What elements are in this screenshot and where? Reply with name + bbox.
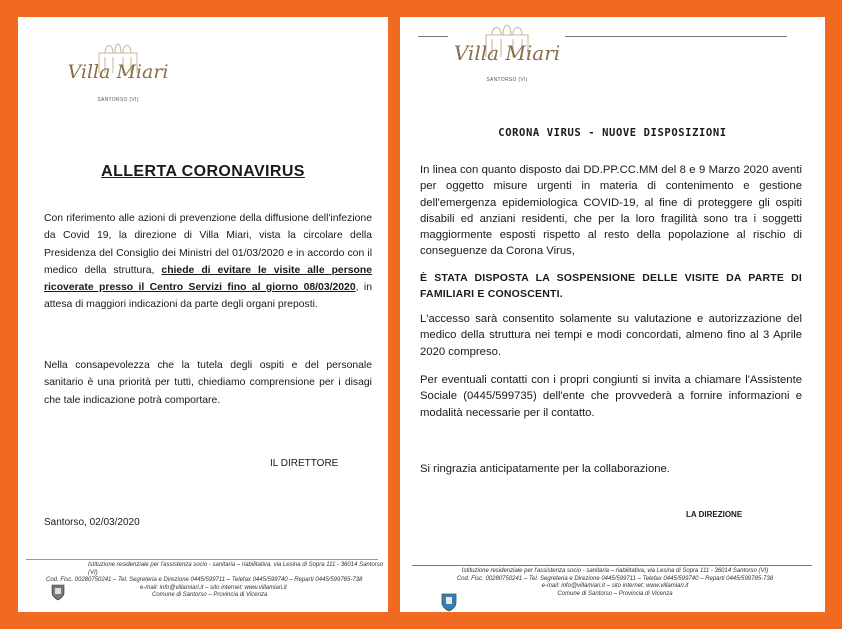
header-line-right	[565, 36, 787, 37]
villa-miari-logo-right	[446, 21, 568, 83]
footer-line-1: Istituzione residenziale per l'assistenza socio - sanitaria – riabilitativa, via Lesina di Sopra 111 - 36014 Santorso (VI)	[461, 568, 769, 574]
notice-title: CORONA VIRUS - NUOVE DISPOSIZIONI	[498, 127, 727, 139]
header-line-left	[418, 36, 448, 37]
notice-paragraph-2: Nella consapevolezza che la tutela degli ospiti e del personale sanitario è una priorità per tutti, chiediamo comprensione per i disagi che tale indicazione potrà comportare.	[44, 360, 372, 406]
logo-wordmark: Villa Miari	[453, 41, 561, 65]
paragraph-text: Con riferimento alle azioni di prevenzione della diffusione dell'infezione da Covid 19, la direzione di Villa Miari, vista la circolare della Presidenza del Consiglio dei Ministri del 01/03/2020 e in accordo con il medico della struttura,	[44, 213, 372, 276]
left-notice-sheet	[18, 17, 388, 612]
notice-paragraph-2: È STATA DISPOSTA LA SOSPENSIONE DELLE VISITE DA PARTE DI FAMILIARI E CONOSCENTI.	[420, 272, 802, 301]
footer-divider	[412, 565, 812, 566]
institution-footer	[42, 562, 386, 600]
footer-line-4: Comune di Santorso – Provincia di Vicenza	[557, 590, 673, 597]
footer-line-3: e-mail: info@villamiari.it – sito internet: www.villamiari.it	[140, 584, 287, 591]
notice-paragraph-3: L'accesso sarà consentito solamente su valutazione e autorizzazione del medico della struttura nei tempi e modi concordati, almeno fino al 3 Aprile 2020 compreso.	[420, 313, 802, 358]
footer-line-1: Istituzione residenziale per l'assistenza socio - sanitaria – riabilitativa, via Lesina di Sopra 111 - 36014 Santorso (VI)	[88, 562, 384, 576]
footer-divider	[26, 559, 378, 560]
villa-miari-logo-left	[58, 39, 178, 103]
paragraph-emphasis: chiede di evitare le visite alle persone ricoverate presso il Centro Servizi fino al giorno 08/03/2020	[44, 264, 373, 294]
footer-line-2: Cod. Fisc. 00280750241 – Tel. Segreteria e Direzione 0445/599711 – Telefax 0445/599740 – Reparti 0445/599785-738	[46, 577, 363, 584]
notice-paragraph-4: Per eventuali contatti con i propri congiunti si invita a chiamare l'Assistente Sociale (0445/599735) dell'ente che provvederà a fornire informazioni e modalità necessarie per il contatto.	[420, 374, 802, 419]
footer-line-4: Comune di Santorso – Provincia di Vicenza	[152, 592, 268, 599]
logo-wordmark: Villa Miari	[67, 61, 169, 83]
paragraph-text: , in attesa di maggiori indicazioni da parte degli organi preposti.	[44, 282, 372, 311]
notice-paragraph-1	[44, 210, 372, 314]
logo-subtitle: SANTORSO (VI)	[97, 97, 139, 103]
signature-direction: LA DIREZIONE	[686, 510, 743, 519]
notice-paragraph-1: In linea con quanto disposto dai DD.PP.CC.MM del 8 e 9 Marzo 2020 aventi per oggetto misure urgenti in materia di contenimento e gestione dell'emergenza epidemiologica COVID-19, al fine di proteggere gli ospiti disabili ed anziani residenti, che per la loro fragilità sono tra i soggetti maggiormente esposti rispetto al resto della popolazione al rischio di conseguenze da Corona Virus,	[420, 164, 802, 258]
right-notice-sheet	[400, 17, 825, 612]
notice-title: ALLERTA CORONAVIRUS	[101, 163, 305, 180]
notice-paragraph-5: Si ringrazia anticipatamente per la collaborazione.	[420, 463, 670, 475]
footer-line-3: e-mail: info@villamiari.it – sito internet: www.villamiari.it	[541, 583, 689, 590]
footer-line-2: Cod. Fisc. 00280750241 – Tel. Segreteria e Direzione 0445/599711 – Telefax 0445/599740 – Reparti 0445/599785-738	[456, 575, 774, 582]
signature-director: IL DIRETTORE	[270, 458, 339, 469]
institution-footer	[420, 568, 810, 598]
logo-subtitle: SANTORSO (VI)	[486, 77, 528, 83]
place-date: Santorso, 02/03/2020	[44, 517, 140, 528]
